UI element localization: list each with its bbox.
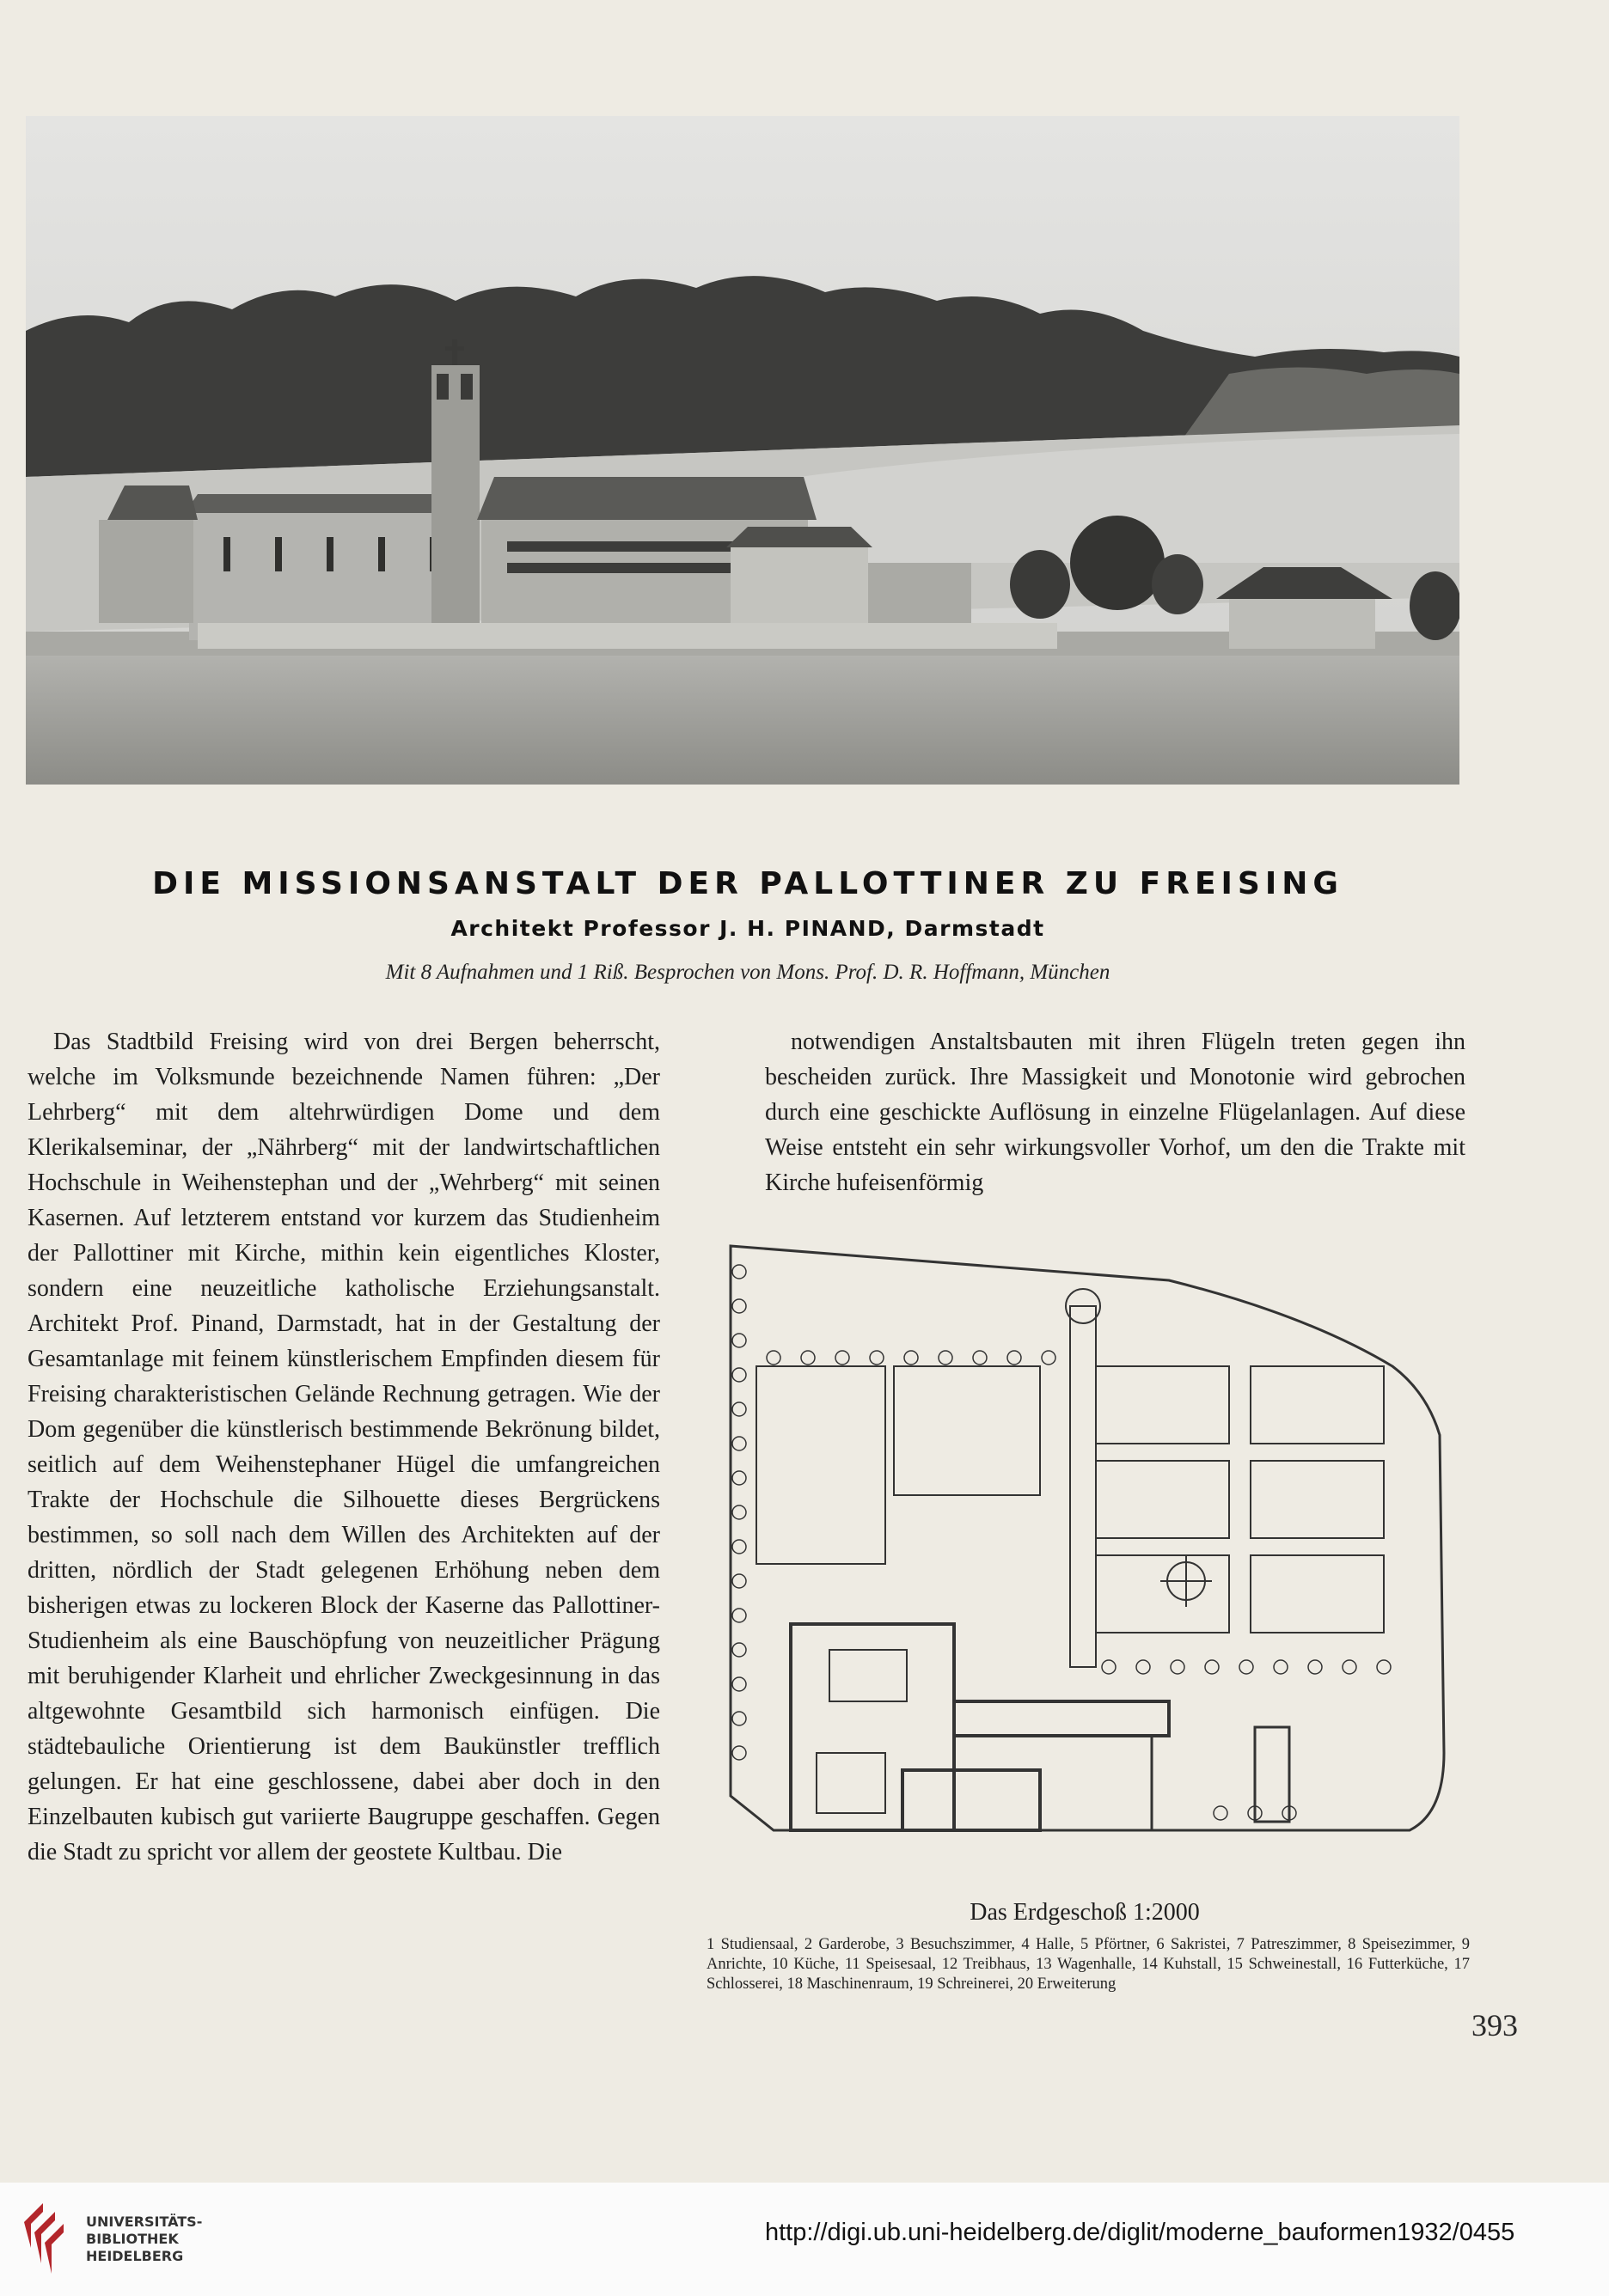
floor-plan bbox=[705, 1237, 1465, 1878]
library-logo-icon[interactable] bbox=[17, 2196, 67, 2279]
source-link[interactable]: http://digi.ub.uni-heidelberg.de/diglit/moderne_bauformen1932/0455 bbox=[765, 2219, 1515, 2246]
page-number: 393 bbox=[1471, 2008, 1518, 2043]
building-photo-icon bbox=[26, 116, 1459, 785]
article-subtitle: Architekt Professor J. H. PINAND, Darmstadt bbox=[450, 916, 1045, 941]
floor-plan-caption: Das Erdgeschoß 1:2000 bbox=[970, 1899, 1200, 1926]
building-photo bbox=[26, 116, 1459, 785]
article-byline: Mit 8 Aufnahmen und 1 Riß. Besprochen von Mons. Prof. D. R. Hoffmann, München bbox=[385, 961, 1110, 984]
text-column-left bbox=[28, 1024, 660, 1870]
floor-plan-legend: 1 Studiensaal, 2 Garderobe, 3 Besuchszimmer, 4 Halle, 5 Pförtner, 6 Sakristei, 7 Patreszimmer, 8 Speisezimmer, 9 Anrichte, 10 Küche, 11 Speisesaal, 12 Treibhaus, 13 Wagenhalle, 14 Kuhstall, 15 Schweinestall, 16 Futterküche, 17 Schlosserei, 18 Maschinenraum, 19 Schreinerei, 20 Erweiterung bbox=[707, 1936, 1470, 1993]
text-column-right bbox=[765, 1024, 1465, 1200]
floor-plan-icon bbox=[705, 1237, 1465, 1878]
body-paragraph-left: Das Stadtbild Freising wird von drei Bergen beherrscht, welche im Volksmunde bezeichnende Namen führen: „Der Lehrberg“ mit dem altehrwürdigen Dome und dem Klerikalseminar, der „Nährberg“ mit der landwirtschaftlichen Hochschule in Weihenstephan und der „Wehrberg“ mit seinen Kasernen. Auf letzterem entstand vor kurzem das Studienheim der Pallottiner mit Kirche, mithin kein eigentliches Kloster, sondern eine neuzeitliche katholische Erziehungsanstalt. Architekt Prof. Pinand, Darmstadt, hat in der Gestaltung der Gesamtanlage mit feinem künstlerischem Empfinden diesem für Freising charakteristischen Gelände Rechnung getragen. Wie der Dom gegenüber die künstlerisch bestimmende Bekrönung bildet, seitlich auf dem Weihenstephaner Hügel die umfangreichen Trakte der Hochschule die Silhouette dieses Bergrückens bestimmen, so soll nach dem Willen des Architekten auf der dritten, nördlich der Stadt gelegenen Erhöhung neben dem bisherigen etwas zu lockeren Block der Kaserne das Pallottiner-Studienheim als eine Bauschöpfung von neuzeitlicher Prägung mit beruhigender Klarheit und ehrlicher Zweckgesinnung in das altgewohnte Gesamtbild sich harmonisch einfügen. Die städtebauliche Orientierung ist dem Baukünstler trefflich gelungen. Er hat eine geschlossene, dabei aber doch in den Einzelbauten kubisch gut variierte Baugruppe geschaffen. Gegen die Stadt zu spricht vor allem der geostete Kultbau. Die bbox=[28, 1029, 660, 1865]
body-paragraph-right: notwendigen Anstaltsbauten mit ihren Flügeln treten gegen ihn bescheiden zurück. Ihre Massigkeit und Monotonie wird gebrochen durch eine geschickte Auflösung in einzelne Flügelanlagen. Auf diese Weise entsteht ein sehr wirkungsvoller Vorhof, um den die Trakte mit Kirche hufeisenförmig bbox=[765, 1029, 1465, 1196]
library-name[interactable]: UNIVERSITÄTS- BIBLIOTHEK HEIDELBERG bbox=[86, 2214, 203, 2264]
article-title: DIE MISSIONSANSTALT DER PALLOTTINER ZU FREISING bbox=[152, 866, 1343, 901]
